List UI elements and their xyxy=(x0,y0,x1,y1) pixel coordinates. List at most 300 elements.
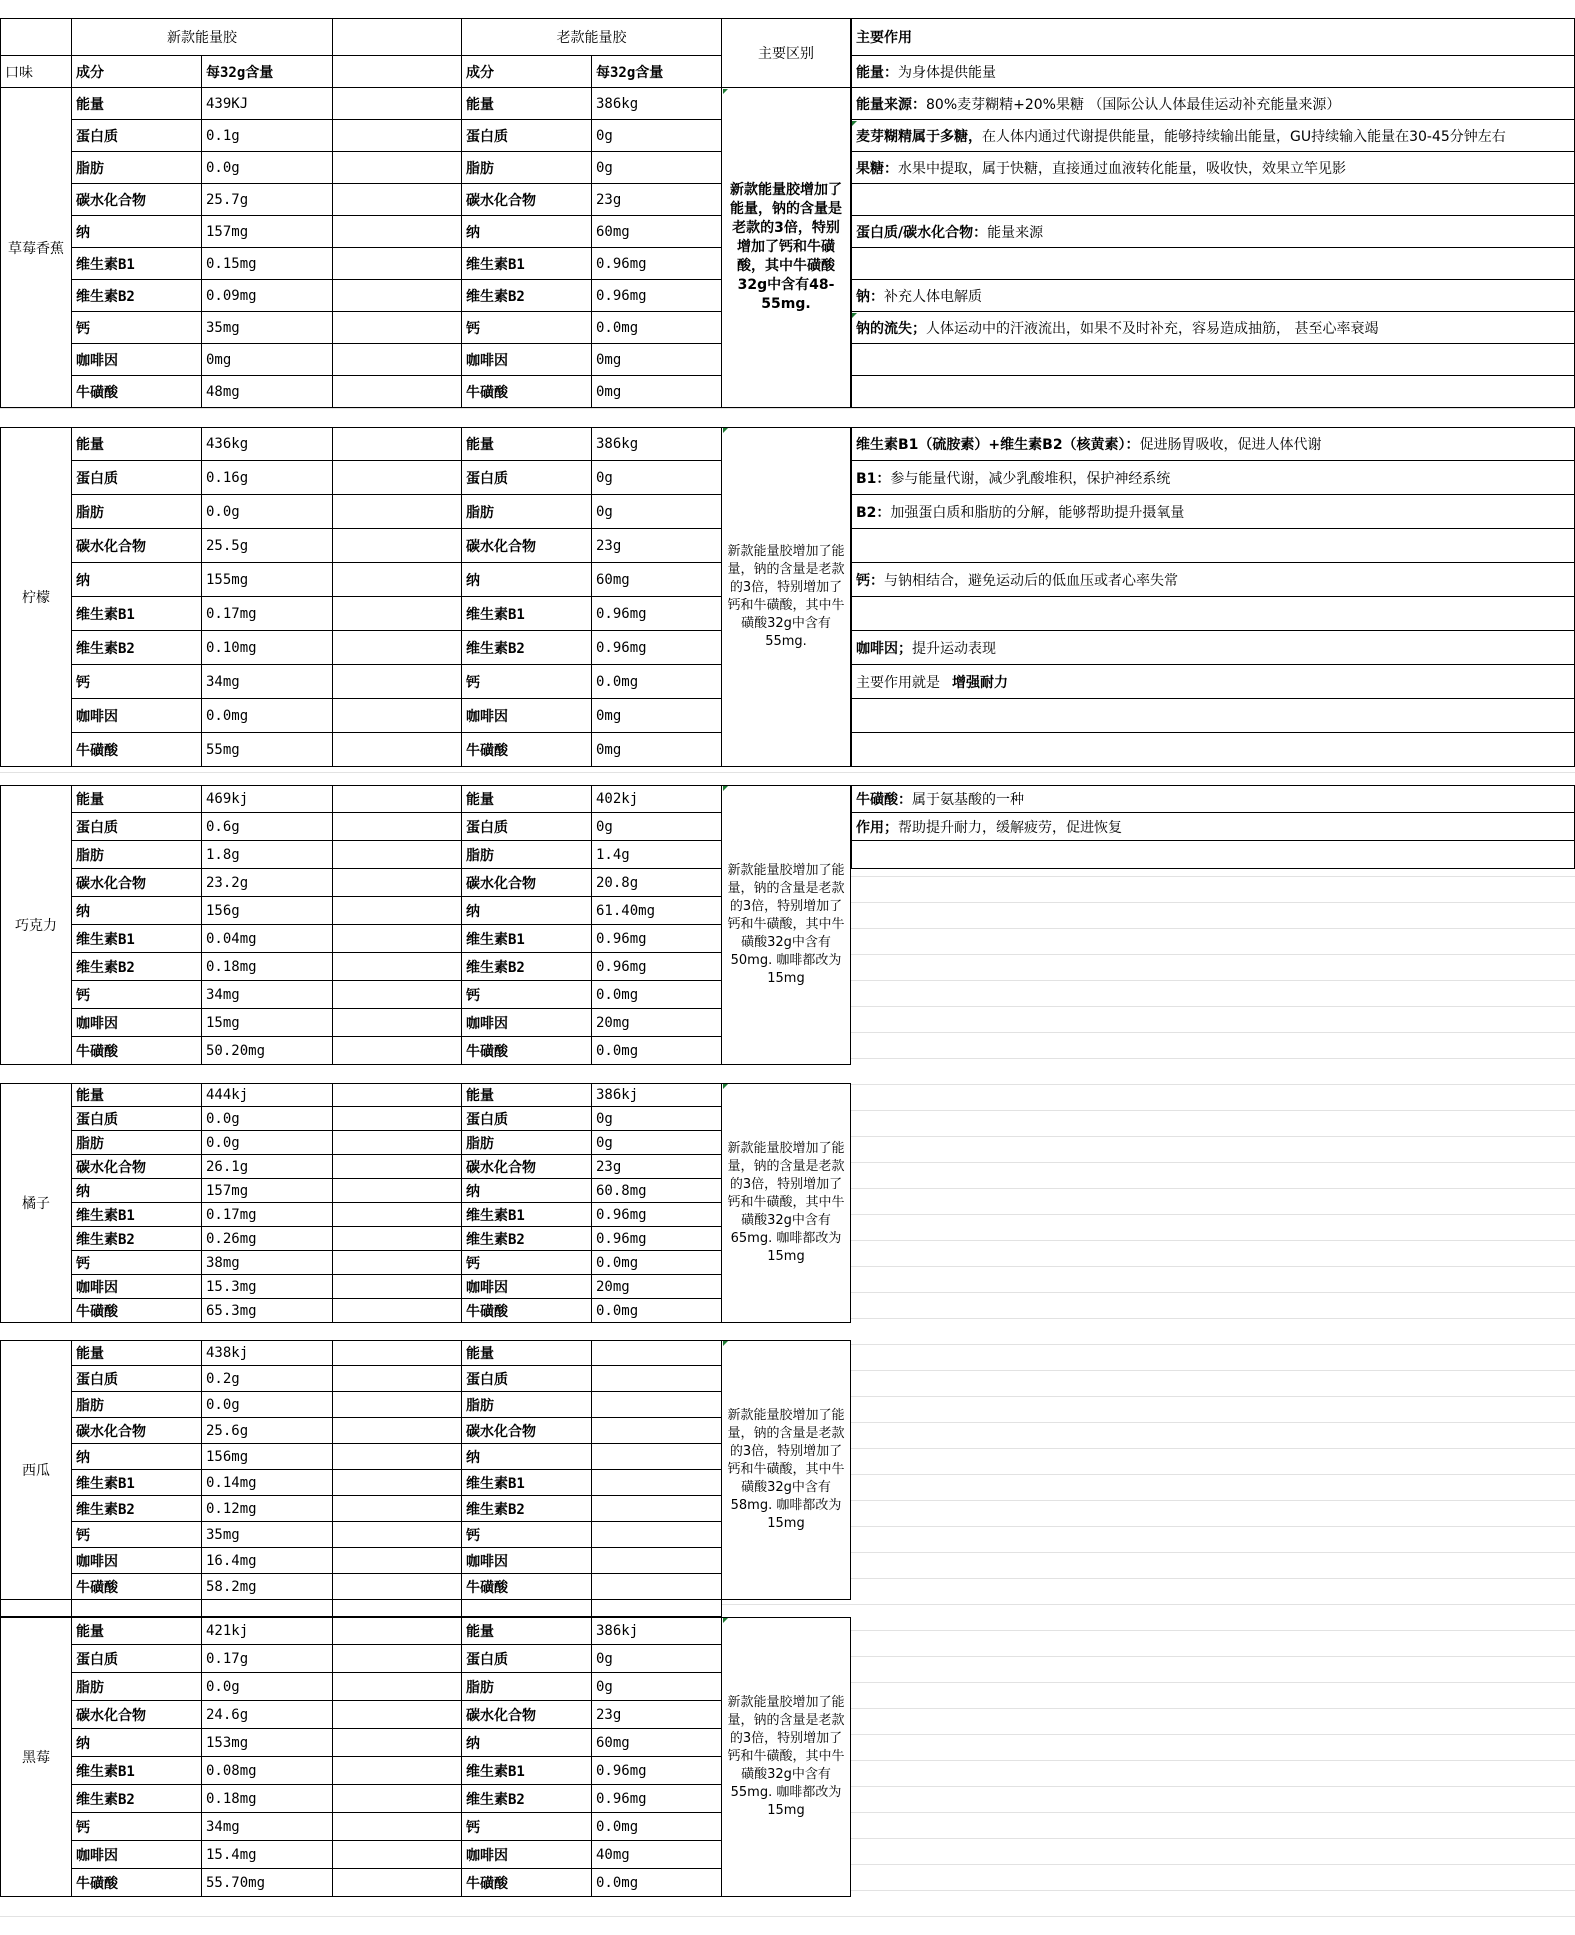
blank-cell xyxy=(333,981,462,1009)
effect-note xyxy=(851,665,1575,699)
ingredient-new: 蛋白质 xyxy=(72,813,202,841)
effect-note xyxy=(851,563,1575,597)
ingredient-old: 碳水化合物 xyxy=(462,529,592,563)
ingredient-old: 蛋白质 xyxy=(462,1366,592,1392)
ingredient-new: 咖啡因 xyxy=(72,1841,202,1869)
ingredient-old: 咖啡因 xyxy=(462,1841,592,1869)
effect-note xyxy=(851,597,1575,631)
effect-note xyxy=(851,152,1575,184)
value-new: 0.16g xyxy=(202,461,333,495)
value-new: 0.0g xyxy=(202,1107,333,1131)
ingredient-old: 维生素B1 xyxy=(462,1757,592,1785)
blank-cell xyxy=(333,1299,462,1323)
effect-note-value: 与钠相结合，避免运动后的低血压或者心率失常 xyxy=(884,572,1178,589)
ingredient-old: 维生素B1 xyxy=(462,597,592,631)
blank-cell xyxy=(333,1392,462,1418)
blank-cell xyxy=(333,1785,462,1813)
ingredient-new: 蛋白质 xyxy=(72,120,202,152)
effect-note-value: 提升运动表现 xyxy=(912,640,996,657)
ingredient-new: 牛磺酸 xyxy=(72,1574,202,1600)
ingredient-new: 钙 xyxy=(72,665,202,699)
blank-cell xyxy=(333,1418,462,1444)
ingredient-old: 维生素B2 xyxy=(462,1785,592,1813)
effect-note-key: B2： xyxy=(856,504,891,521)
effect-note-value: 加强蛋白质和脂肪的分解，能够帮助提升摄氧量 xyxy=(890,504,1185,521)
ingredient-old: 能量 xyxy=(462,785,592,813)
header-old-gel: 老款能量胶 xyxy=(462,18,722,56)
ingredient-old: 能量 xyxy=(462,427,592,461)
blank-cell xyxy=(333,152,462,184)
ingredient-old: 钙 xyxy=(462,1813,592,1841)
value-new: 26.1g xyxy=(202,1155,333,1179)
effect-note xyxy=(851,88,1575,120)
ingredient-new: 牛磺酸 xyxy=(72,1869,202,1897)
ingredient-old: 纳 xyxy=(462,563,592,597)
value-old: 0g xyxy=(592,813,722,841)
ingredient-new: 碳水化合物 xyxy=(72,529,202,563)
ingredient-old: 脂肪 xyxy=(462,841,592,869)
value-old: 1.4g xyxy=(592,841,722,869)
value-new: 25.6g xyxy=(202,1418,333,1444)
spacer-cell xyxy=(0,1600,72,1617)
ingredient-old: 纳 xyxy=(462,897,592,925)
value-old xyxy=(592,1496,722,1522)
ingredient-old: 咖啡因 xyxy=(462,699,592,733)
blank-cell xyxy=(333,1444,462,1470)
ingredient-old: 钙 xyxy=(462,665,592,699)
value-new: 0.09mg xyxy=(202,280,333,312)
difference-note: 新款能量胶增加了能量，钠的含量是老款的3倍，特别增加了钙和牛磺酸，其中牛磺酸32g中含有55mg. 咖啡都改为15mg xyxy=(722,1617,851,1897)
blank-cell xyxy=(333,376,462,408)
header-flavor: 口味 xyxy=(0,56,72,88)
value-old xyxy=(592,1548,722,1574)
blank-cell xyxy=(333,1729,462,1757)
value-old xyxy=(592,1340,722,1366)
ingredient-old: 脂肪 xyxy=(462,1392,592,1418)
ingredient-old: 碳水化合物 xyxy=(462,869,592,897)
ingredient-old: 牛磺酸 xyxy=(462,1574,592,1600)
value-old: 60mg xyxy=(592,1729,722,1757)
value-new: 15.4mg xyxy=(202,1841,333,1869)
value-old: 61.40mg xyxy=(592,897,722,925)
value-new: 0.14mg xyxy=(202,1470,333,1496)
ingredient-old: 碳水化合物 xyxy=(462,184,592,216)
value-new: 0.0g xyxy=(202,495,333,529)
blank-cell xyxy=(333,1251,462,1275)
blank-cell xyxy=(333,733,462,767)
ingredient-old: 纳 xyxy=(462,1729,592,1757)
ingredient-new: 纳 xyxy=(72,563,202,597)
value-old: 0.0mg xyxy=(592,1037,722,1065)
ingredient-new: 纳 xyxy=(72,1729,202,1757)
effect-note xyxy=(851,785,1575,813)
spacer-cell xyxy=(592,1600,722,1617)
value-old: 0.0mg xyxy=(592,1299,722,1323)
value-old: 0g xyxy=(592,152,722,184)
value-new: 0.17mg xyxy=(202,597,333,631)
ingredient-old: 蛋白质 xyxy=(462,461,592,495)
value-old: 386kj xyxy=(592,1083,722,1107)
value-new: 157mg xyxy=(202,216,333,248)
blank-cell xyxy=(333,1617,462,1645)
blank-cell xyxy=(333,1841,462,1869)
flavor-name: 黑莓 xyxy=(0,1617,72,1897)
value-old: 20mg xyxy=(592,1009,722,1037)
ingredient-new: 钙 xyxy=(72,1813,202,1841)
blank-cell xyxy=(333,427,462,461)
value-new: 50.20mg xyxy=(202,1037,333,1065)
value-new: 436kg xyxy=(202,427,333,461)
blank-cell xyxy=(333,1701,462,1729)
ingredient-new: 维生素B2 xyxy=(72,1785,202,1813)
value-new: 34mg xyxy=(202,981,333,1009)
value-old: 23g xyxy=(592,184,722,216)
ingredient-new: 钙 xyxy=(72,1522,202,1548)
effect-note xyxy=(851,733,1575,767)
effect-note xyxy=(851,184,1575,216)
value-new: 25.5g xyxy=(202,529,333,563)
effect-note xyxy=(851,344,1575,376)
ingredient-old: 咖啡因 xyxy=(462,1275,592,1299)
ingredient-new: 碳水化合物 xyxy=(72,1155,202,1179)
ingredient-old: 能量 xyxy=(462,1083,592,1107)
value-new: 0.0g xyxy=(202,152,333,184)
ingredient-new: 能量 xyxy=(72,88,202,120)
blank-cell xyxy=(333,597,462,631)
ingredient-old: 能量 xyxy=(462,1340,592,1366)
ingredient-old: 维生素B2 xyxy=(462,1496,592,1522)
value-old: 0.96mg xyxy=(592,1203,722,1227)
value-old: 0g xyxy=(592,1131,722,1155)
ingredient-old: 蛋白质 xyxy=(462,813,592,841)
blank-cell xyxy=(333,1522,462,1548)
ingredient-old: 维生素B1 xyxy=(462,1470,592,1496)
difference-note: 新款能量胶增加了能量，钠的含量是老款的3倍，特别增加了钙和牛磺酸，其中牛磺酸32g中含有50mg. 咖啡都改为15mg xyxy=(722,785,851,1065)
blank-cell xyxy=(333,813,462,841)
effect-note-value: 属于氨基酸的一种 xyxy=(912,792,1024,808)
value-new: 0.18mg xyxy=(202,953,333,981)
value-new: 0.0g xyxy=(202,1131,333,1155)
value-old: 20mg xyxy=(592,1275,722,1299)
blank-cell xyxy=(333,1037,462,1065)
value-new: 25.7g xyxy=(202,184,333,216)
spacer-cell xyxy=(462,1600,592,1617)
value-old: 402kj xyxy=(592,785,722,813)
ingredient-new: 脂肪 xyxy=(72,1673,202,1701)
ingredient-new: 脂肪 xyxy=(72,841,202,869)
blank-cell xyxy=(333,216,462,248)
flavor-name: 柠檬 xyxy=(0,427,72,767)
ingredient-old: 纳 xyxy=(462,216,592,248)
effect-note-value: 帮助提升耐力，缓解疲劳，促进恢复 xyxy=(898,819,1122,836)
value-old: 0.96mg xyxy=(592,248,722,280)
gridline xyxy=(0,408,1575,409)
value-old xyxy=(592,1522,722,1548)
effect-note-value: 促进肠胃吸收，促进人体代谢 xyxy=(1139,437,1322,453)
ingredient-new: 碳水化合物 xyxy=(72,1418,202,1444)
effect-note-key: 蛋白质/碳水化合物： xyxy=(856,224,988,241)
value-old xyxy=(592,1418,722,1444)
value-new: 65.3mg xyxy=(202,1299,333,1323)
ingredient-new: 碳水化合物 xyxy=(72,184,202,216)
flavor-name: 巧克力 xyxy=(0,785,72,1065)
blank-cell xyxy=(333,1645,462,1673)
blank-cell xyxy=(333,1757,462,1785)
gridline xyxy=(0,1916,1575,1917)
ingredient-old: 碳水化合物 xyxy=(462,1155,592,1179)
value-old: 0.0mg xyxy=(592,981,722,1009)
ingredient-new: 能量 xyxy=(72,427,202,461)
value-old: 20.8g xyxy=(592,869,722,897)
blank-cell xyxy=(333,869,462,897)
blank-cell xyxy=(333,1673,462,1701)
ingredient-new: 蛋白质 xyxy=(72,1107,202,1131)
ingredient-new: 钙 xyxy=(72,1251,202,1275)
value-new: 23.2g xyxy=(202,869,333,897)
value-new: 438kj xyxy=(202,1340,333,1366)
value-old: 0mg xyxy=(592,376,722,408)
difference-note: 新款能量胶增加了能量，钠的含量是老款的3倍，特别增加了钙和牛磺酸，其中牛磺酸32g中含有48-55mg. xyxy=(722,88,851,408)
value-old: 0.96mg xyxy=(592,925,722,953)
value-new: 0.12mg xyxy=(202,1496,333,1522)
effect-note xyxy=(851,280,1575,312)
blank-cell xyxy=(333,495,462,529)
effect-note-value: 人体运动中的汗液流出，如果不及时补充，容易造成抽筋， 甚至心率衰竭 xyxy=(926,320,1379,337)
effect-note xyxy=(851,376,1575,408)
ingredient-old: 牛磺酸 xyxy=(462,1299,592,1323)
flavor-name: 草莓香蕉 xyxy=(0,88,72,408)
blank-cell xyxy=(333,120,462,152)
value-new: 0.0mg xyxy=(202,699,333,733)
ingredient-old: 牛磺酸 xyxy=(462,733,592,767)
ingredient-new: 维生素B2 xyxy=(72,631,202,665)
ingredient-new: 牛磺酸 xyxy=(72,733,202,767)
effect-note xyxy=(851,841,1575,869)
value-new: 0.10mg xyxy=(202,631,333,665)
ingredient-old: 脂肪 xyxy=(462,1131,592,1155)
effect-note xyxy=(851,427,1575,461)
blank-cell xyxy=(333,1496,462,1522)
effect-note-value: 在人体内通过代谢提供能量，能够持续输出能量，GU持续输入能量在30-45分钟左右 xyxy=(982,128,1506,145)
value-old: 0.96mg xyxy=(592,597,722,631)
blank-cell xyxy=(333,1227,462,1251)
effect-note-key: 钠的流失； xyxy=(856,320,926,337)
header-ingredient-old: 成分 xyxy=(462,56,592,88)
value-new: 0.04mg xyxy=(202,925,333,953)
value-new: 444kj xyxy=(202,1083,333,1107)
comment-marker xyxy=(852,313,857,318)
value-new: 0.2g xyxy=(202,1366,333,1392)
blank-cell xyxy=(333,248,462,280)
value-new: 0.18mg xyxy=(202,1785,333,1813)
ingredient-new: 咖啡因 xyxy=(72,699,202,733)
ingredient-old: 蛋白质 xyxy=(462,1107,592,1131)
blank-cell xyxy=(333,665,462,699)
ingredient-old: 维生素B1 xyxy=(462,248,592,280)
ingredient-new: 咖啡因 xyxy=(72,1548,202,1574)
value-old: 0g xyxy=(592,1673,722,1701)
ingredient-old: 维生素B1 xyxy=(462,925,592,953)
effect-note-key: 麦芽糊精属于多糖， xyxy=(856,128,982,145)
effect-note-value: 能量来源 xyxy=(987,224,1044,241)
value-old: 0g xyxy=(592,1107,722,1131)
value-new: 35mg xyxy=(202,1522,333,1548)
blank-cell xyxy=(333,1869,462,1897)
value-old: 0.0mg xyxy=(592,312,722,344)
ingredient-new: 维生素B1 xyxy=(72,1470,202,1496)
header-ingredient-new: 成分 xyxy=(72,56,202,88)
ingredient-new: 维生素B1 xyxy=(72,1203,202,1227)
effect-note-value: 参与能量代谢，减少乳酸堆积，保护神经系统 xyxy=(890,470,1171,487)
blank-cell xyxy=(333,529,462,563)
effect-note xyxy=(851,248,1575,280)
effect-note-value: 水果中提取，属于快糖，直接通过血液转化能量，吸收快，效果立竿见影 xyxy=(898,160,1346,177)
value-new: 153mg xyxy=(202,1729,333,1757)
ingredient-old: 碳水化合物 xyxy=(462,1701,592,1729)
effect-note xyxy=(851,312,1575,344)
value-new: 0.0g xyxy=(202,1392,333,1418)
ingredient-old: 钙 xyxy=(462,312,592,344)
value-new: 34mg xyxy=(202,1813,333,1841)
blank-cell xyxy=(333,953,462,981)
effect-note xyxy=(851,495,1575,529)
value-old: 0.0mg xyxy=(592,1251,722,1275)
value-old: 0g xyxy=(592,495,722,529)
header-new-gel: 新款能量胶 xyxy=(72,18,333,56)
ingredient-new: 牛磺酸 xyxy=(72,376,202,408)
value-old: 0.0mg xyxy=(592,1869,722,1897)
value-old: 386kg xyxy=(592,88,722,120)
ingredient-new: 脂肪 xyxy=(72,152,202,184)
spacer-cell xyxy=(333,1600,462,1617)
value-old: 0g xyxy=(592,1645,722,1673)
ingredient-new: 维生素B1 xyxy=(72,1757,202,1785)
ingredient-new: 纳 xyxy=(72,897,202,925)
comment-marker xyxy=(723,1341,728,1346)
ingredient-new: 牛磺酸 xyxy=(72,1299,202,1323)
value-new: 55mg xyxy=(202,733,333,767)
comment-marker xyxy=(723,1618,728,1623)
ingredient-new: 钙 xyxy=(72,981,202,1009)
effect-note-key: 能量来源： xyxy=(856,96,926,113)
ingredient-old: 维生素B2 xyxy=(462,280,592,312)
blank-cell xyxy=(333,1340,462,1366)
ingredient-new: 蛋白质 xyxy=(72,461,202,495)
difference-note: 新款能量胶增加了能量，钠的含量是老款的3倍，特别增加了钙和牛磺酸，其中牛磺酸32g中含有65mg. 咖啡都改为15mg xyxy=(722,1083,851,1323)
ingredient-old: 蛋白质 xyxy=(462,120,592,152)
value-old xyxy=(592,1470,722,1496)
value-old: 23g xyxy=(592,1155,722,1179)
flavor-name: 橘子 xyxy=(0,1083,72,1323)
effect-note xyxy=(851,529,1575,563)
header-main-difference: 主要区别 xyxy=(722,18,851,88)
effect-note-value: 增强耐力 xyxy=(952,674,1008,691)
blank-cell xyxy=(333,841,462,869)
value-old: 0mg xyxy=(592,699,722,733)
value-new: 0mg xyxy=(202,344,333,376)
effect-note-key: 果糖： xyxy=(856,160,898,177)
ingredient-old: 钙 xyxy=(462,1251,592,1275)
value-old: 386kg xyxy=(592,427,722,461)
effect-note xyxy=(851,120,1575,152)
value-new: 24.6g xyxy=(202,1701,333,1729)
ingredient-new: 维生素B2 xyxy=(72,953,202,981)
ingredient-old: 维生素B2 xyxy=(462,953,592,981)
value-old: 0g xyxy=(592,461,722,495)
header-per32-new: 每32g含量 xyxy=(202,56,333,88)
blank-cell xyxy=(333,1009,462,1037)
value-old xyxy=(592,1392,722,1418)
ingredient-new: 维生素B1 xyxy=(72,925,202,953)
ingredient-old: 钙 xyxy=(462,1522,592,1548)
effect-note-key: B1： xyxy=(856,470,891,487)
blank-cell xyxy=(333,1574,462,1600)
ingredient-new: 脂肪 xyxy=(72,495,202,529)
ingredient-new: 能量 xyxy=(72,1083,202,1107)
comment-marker xyxy=(852,121,857,126)
value-new: 0.08mg xyxy=(202,1757,333,1785)
value-new: 0.0g xyxy=(202,1673,333,1701)
ingredient-new: 碳水化合物 xyxy=(72,869,202,897)
ingredient-old: 维生素B2 xyxy=(462,1227,592,1251)
ingredient-new: 纳 xyxy=(72,1179,202,1203)
effect-note-value: 80%麦芽糊精+20%果糖 （国际公认人体最佳运动补充能量来源） xyxy=(926,96,1341,113)
value-new: 58.2mg xyxy=(202,1574,333,1600)
value-new: 156g xyxy=(202,897,333,925)
ingredient-new: 纳 xyxy=(72,1444,202,1470)
ingredient-old: 牛磺酸 xyxy=(462,1037,592,1065)
effect-note xyxy=(851,813,1575,841)
header-corner xyxy=(0,18,72,56)
blank-cell xyxy=(333,1179,462,1203)
ingredient-new: 咖啡因 xyxy=(72,1275,202,1299)
effect-note-key: 牛磺酸： xyxy=(856,792,912,808)
effect-note xyxy=(851,631,1575,665)
value-old: 0g xyxy=(592,120,722,152)
value-old: 0.96mg xyxy=(592,1757,722,1785)
value-new: 38mg xyxy=(202,1251,333,1275)
value-new: 0.6g xyxy=(202,813,333,841)
ingredient-old: 维生素B1 xyxy=(462,1203,592,1227)
ingredient-old: 维生素B2 xyxy=(462,631,592,665)
value-old: 0.96mg xyxy=(592,1227,722,1251)
value-old: 60.8mg xyxy=(592,1179,722,1203)
ingredient-new: 维生素B2 xyxy=(72,1227,202,1251)
ingredient-old: 脂肪 xyxy=(462,495,592,529)
value-new: 15mg xyxy=(202,1009,333,1037)
value-old: 386kj xyxy=(592,1617,722,1645)
blank-cell xyxy=(333,1366,462,1392)
value-new: 155mg xyxy=(202,563,333,597)
comment-marker xyxy=(723,1084,728,1089)
blank-cell xyxy=(333,1470,462,1496)
value-new: 156mg xyxy=(202,1444,333,1470)
value-old: 0.96mg xyxy=(592,1785,722,1813)
blank-cell xyxy=(333,280,462,312)
blank-cell xyxy=(333,563,462,597)
effect-note xyxy=(851,216,1575,248)
blank-cell xyxy=(333,1083,462,1107)
effect-note xyxy=(851,699,1575,733)
value-new: 0.17g xyxy=(202,1645,333,1673)
ingredient-new: 脂肪 xyxy=(72,1131,202,1155)
blank-cell xyxy=(333,1203,462,1227)
value-old xyxy=(592,1366,722,1392)
blank-cell xyxy=(333,461,462,495)
value-new: 0.17mg xyxy=(202,1203,333,1227)
value-old xyxy=(592,1444,722,1470)
value-new: 34mg xyxy=(202,665,333,699)
